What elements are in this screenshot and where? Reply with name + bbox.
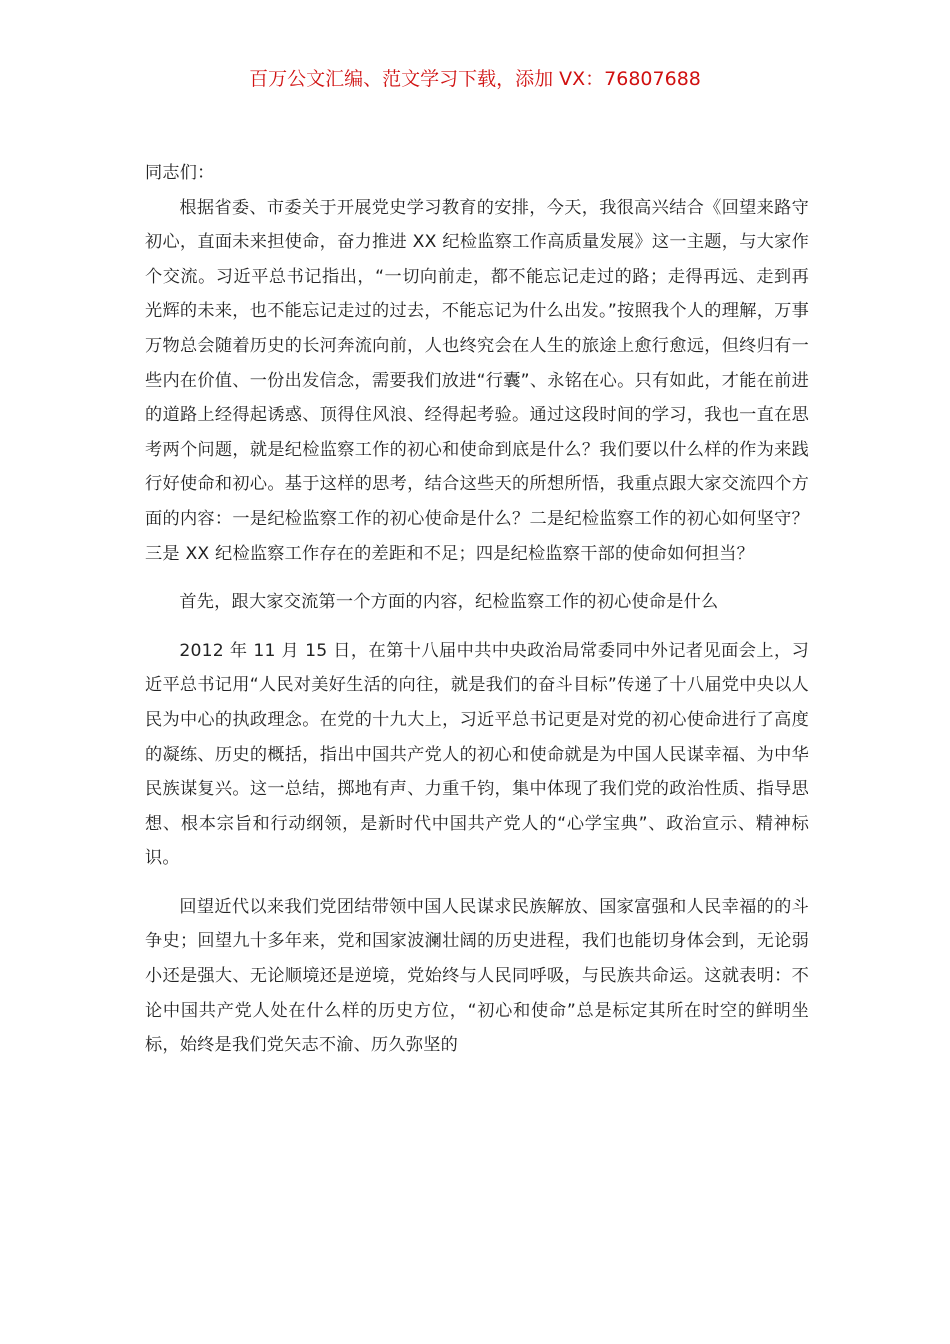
section-heading: 首先，跟大家交流第一个方面的内容，纪检监察工作的初心使命是什么 bbox=[179, 592, 719, 613]
paragraph-2012: 2012 年 11 月 15 日，在第十八届中共中央政治局常委同中外记者见面会上，习近平总书记用“人民对美好生活的向往，就是我们的奋斗目标”传递了十八届党中央以人民为中心的执政理念。在党的十九大上，习近平总书记更是对党的初心使命进行了高度的凝练、历史的概括，指出中国共产党人的初心和使命就是为中国人民谋幸福、为中华民族谋复兴。这一总结，掷地有声、力重千钧，集中体现了我们党的政治性质、指导思想、根本宗旨和行动纲领，是新时代中国共产党人的“心学宝典”、政治宣示、精神标识。 bbox=[145, 640, 809, 869]
paragraph-intro: 根据省委、市委关于开展党史学习教育的安排，今天，我很高兴结合《回望来路守初心，直面未来担使命，奋力推进 XX 纪检监察工作高质量发展》这一主题，与大家作个交流。习近平总书记指出，“一切向前走，都不能忘记走过的路；走得再远、走到再光辉的未来，也不能忘记走过的过去，不能忘记为什么出发。”按照我个人的理解，万事万物总会随着历史的长河奔流向前，人也终究会在人生的旅途上愈行愈远，但终归有一些内在价值、一份出发信念，需要我们放进“行囊”、永铭在心。只有如此，才能在前进的道路上经得起诱惑、顶得住风浪、经得起考验。通过这段时间的学习，我也一直在思考两个问题，就是纪检监察工作的初心和使命到底是什么？我们要以什么样的作为来践行好使命和初心。基于这样的思考，结合这些天的所想所悟，我重点跟大家交流四个方面的内容：一是纪检监察工作的初心使命是什么？二是纪检监察工作的初心如何坚守？三是 XX 纪检监察工作存在的差距和不足；四是纪检监察干部的使命如何担当？ bbox=[145, 197, 809, 564]
document-body bbox=[145, 156, 809, 1077]
paragraph-review: 回望近代以来我们党团结带领中国人民谋求民族解放、国家富强和人民幸福的的斗争史；回望九十多年来，党和国家波澜壮阔的历史进程，我们也能切身体会到，无论弱小还是强大、无论顺境还是逆境，党始终与人民同呼吸，与民族共命运。这就表明：不论中国共产党人处在什么样的历史方位，“初心和使命”总是标定其所在时空的鲜明坐标，始终是我们党矢志不渝、历久弥坚的 bbox=[145, 896, 809, 1056]
promo-banner: 百万公文汇编、范文学习下载，添加 VX：76807688 bbox=[249, 68, 701, 90]
greeting: 同志们： bbox=[145, 163, 215, 183]
